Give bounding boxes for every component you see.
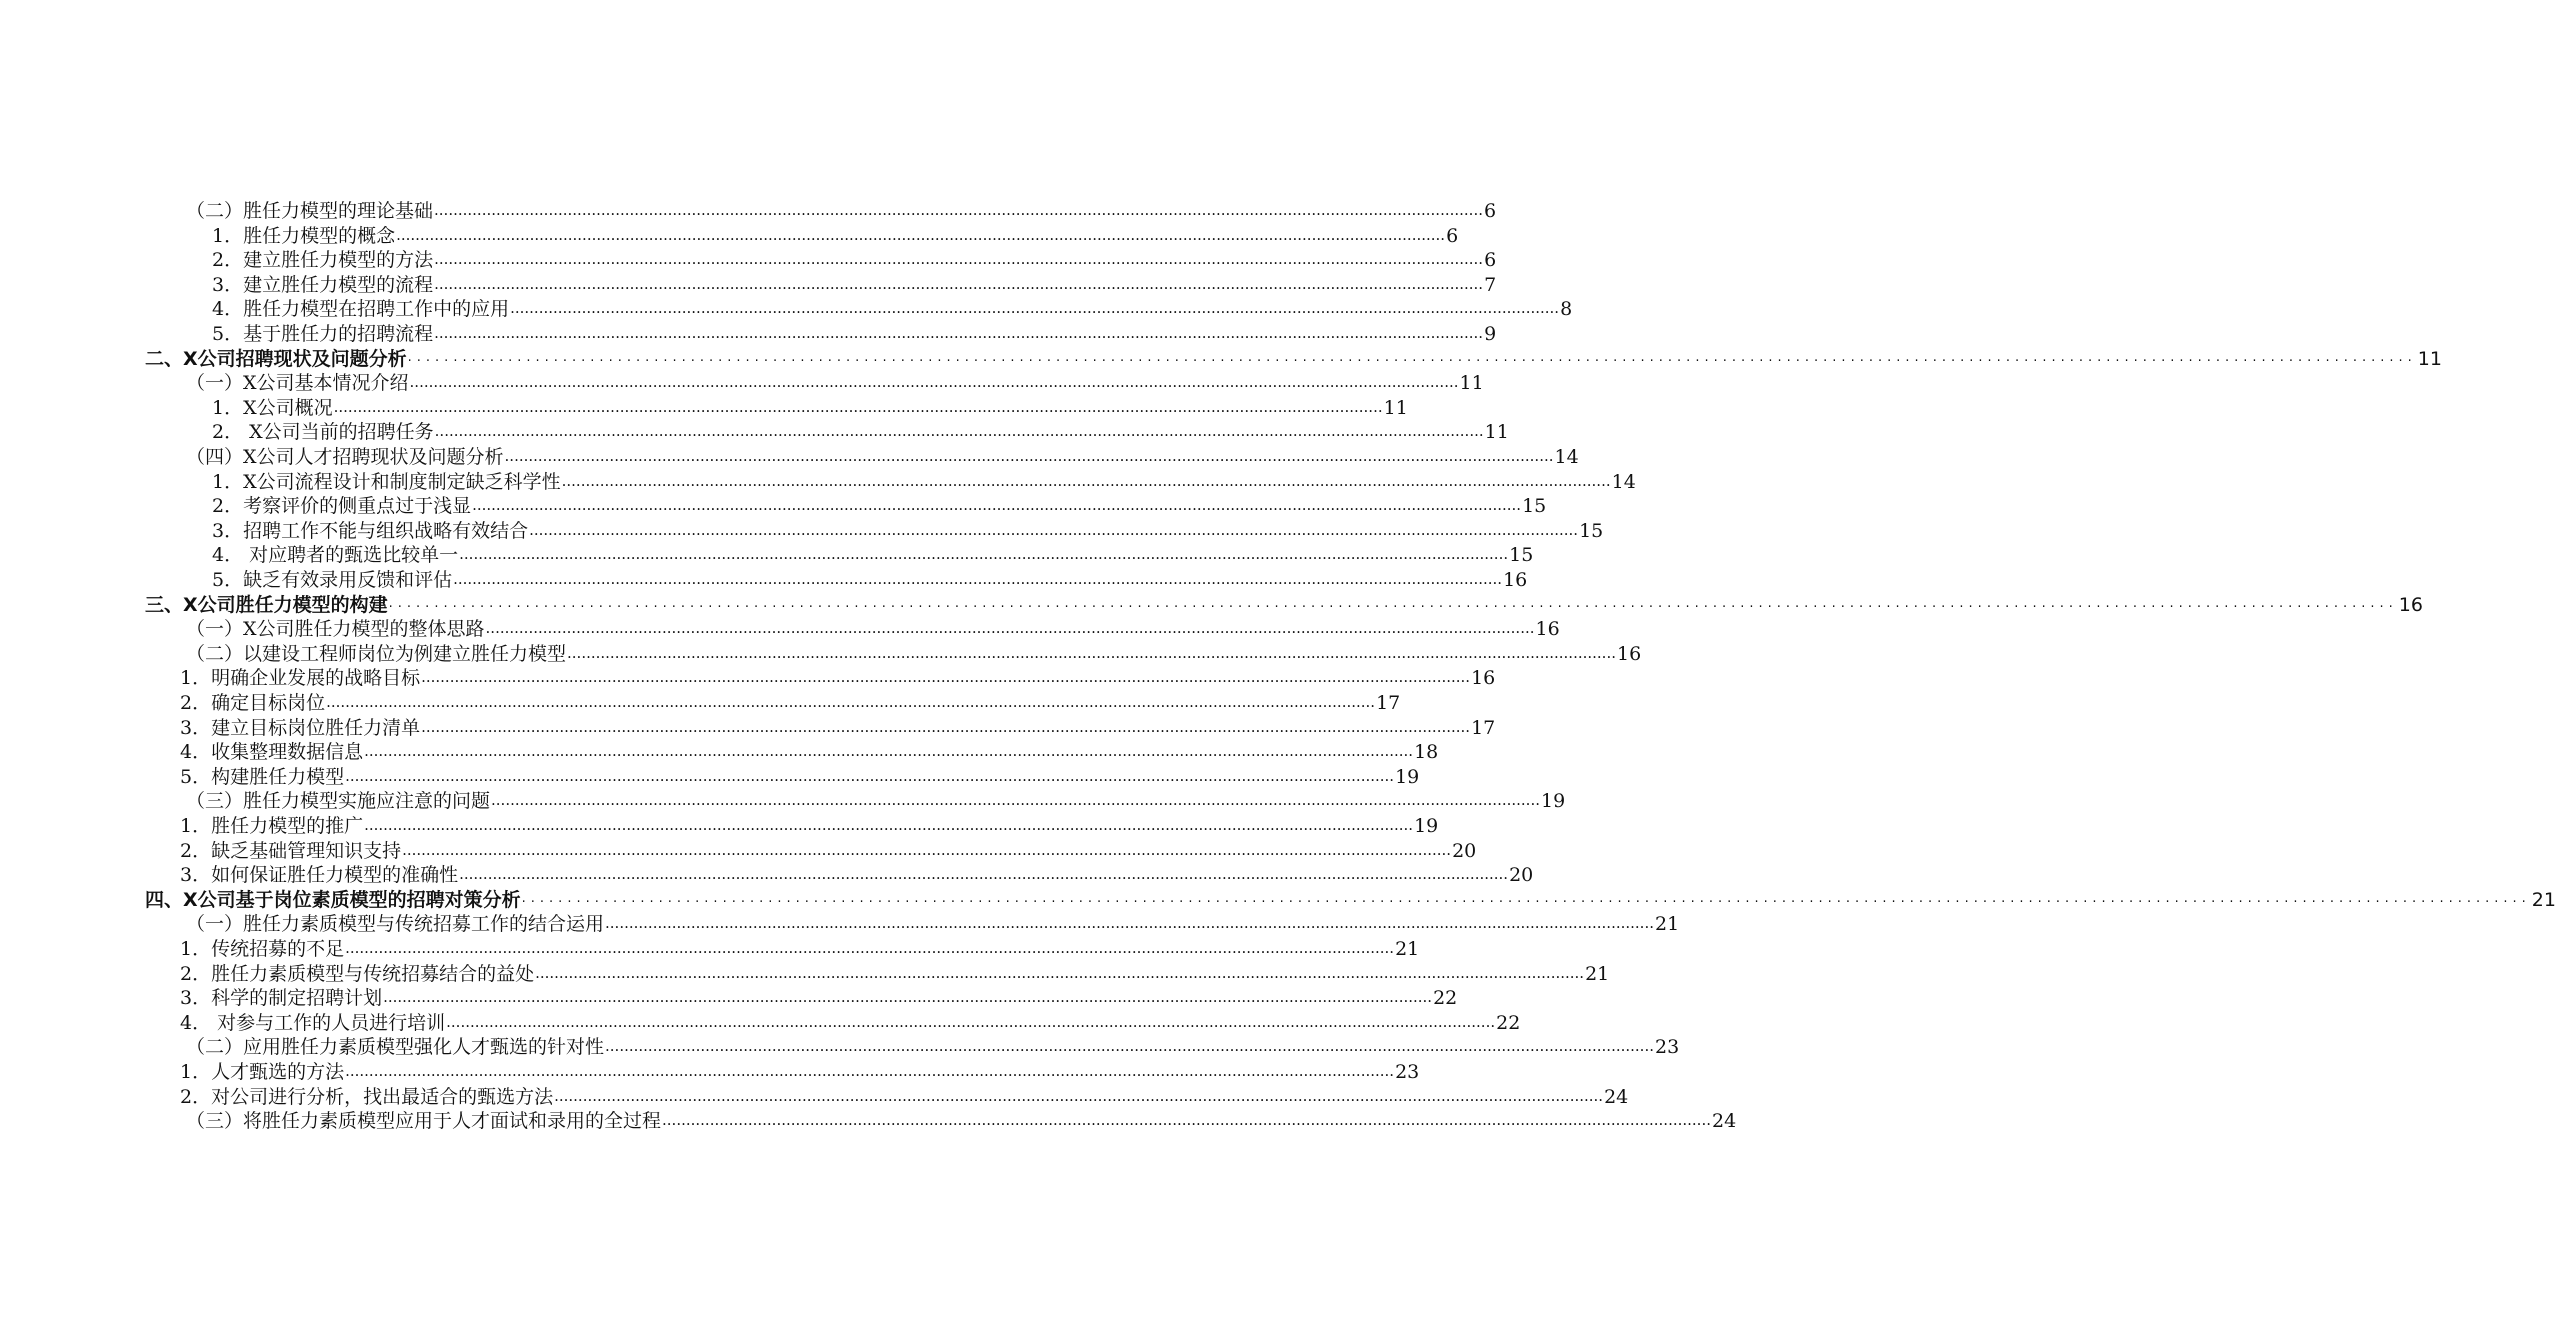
toc-page-number: 24 (1712, 1110, 1737, 1133)
toc-entry-title: （三）将胜任力素质模型应用于人才面试和录用的全过程 (186, 1110, 662, 1133)
toc-entry[interactable] (180, 863, 1534, 887)
toc-leader-dots: ............................................................................................................................................................................................................................ (409, 373, 1459, 392)
toc-entry[interactable] (180, 937, 1420, 961)
toc-entry-title: 3．建立胜任力模型的流程 (212, 273, 434, 296)
toc-entry-title: 1．明确企业发展的战略目标 (180, 667, 421, 690)
toc-page-number: 14 (1554, 446, 1579, 468)
toc-page-number: 17 (1376, 692, 1401, 714)
toc-page-number: 17 (1471, 716, 1496, 739)
toc-page-number: 16 (1503, 569, 1528, 591)
toc-leader-dots: ............................................................................................................................................................................................................................ (407, 349, 2417, 365)
toc-entry-title: 2．胜任力素质模型与传统招募结合的益处 (180, 962, 535, 985)
toc-entry-title: （二）胜任力模型的理论基础 (186, 200, 434, 222)
toc-leader-dots: ............................................................................................................................................................................................................................ (446, 1012, 1496, 1031)
toc-page-number: 21 (1655, 913, 1680, 936)
toc-entry-title: 5．基于胜任力的招聘流程 (212, 323, 434, 345)
toc-leader-dots: ............................................................................................................................................................................................................................ (472, 496, 1522, 515)
toc-entry-title: 2．对公司进行分析，找出最适合的甄选方法 (180, 1085, 554, 1108)
toc-entry-title: 1．传统招募的不足 (180, 938, 345, 960)
toc-leader-dots: ............................................................................................................................................................................................................................ (605, 1037, 1654, 1056)
toc-entry[interactable] (212, 297, 1573, 321)
toc-entry-title: 2．考察评价的侧重点过于浅显 (212, 495, 472, 518)
toc-entry[interactable] (212, 568, 1528, 592)
toc-page-number: 19 (1541, 790, 1566, 813)
toc-page-number: 15 (1509, 544, 1534, 567)
toc-leader-dots: ............................................................................................................................................................................................................................ (554, 1086, 1604, 1105)
toc-leader-dots: ............................................................................................................................................................................................................................ (345, 1062, 1395, 1080)
toc-entry[interactable] (212, 543, 1534, 567)
toc-entry[interactable] (186, 199, 1497, 223)
toc-leader-dots: ............................................................................................................................................................................................................................ (459, 545, 1509, 564)
toc-entry[interactable] (180, 666, 1496, 690)
toc-entry-title: 二、X公司招聘现状及问题分析 (145, 347, 407, 370)
toc-entry[interactable] (186, 1109, 1737, 1133)
toc-entry-title: 3．如何保证胜任力模型的准确性 (180, 864, 459, 887)
toc-leader-dots: ............................................................................................................................................................................................................................ (396, 225, 1446, 244)
toc-page-number: 20 (1452, 839, 1477, 862)
toc-leader-dots: ............................................................................................................................................................................................................................ (510, 299, 1560, 318)
toc-leader-dots: ............................................................................................................................................................................................................................ (345, 939, 1395, 957)
toc-leader-dots: ............................................................................................................................................................................................................................ (459, 865, 1509, 884)
toc-entry-title: 5．构建胜任力模型 (180, 765, 345, 788)
toc-leader-dots: ............................................................................................................................................................................................................................ (421, 717, 1471, 736)
toc-entry[interactable] (180, 691, 1401, 715)
toc-page-number: 16 (1535, 618, 1560, 641)
toc-entry[interactable] (180, 740, 1439, 764)
toc-entry[interactable] (180, 986, 1458, 1010)
toc-entry-title: （三）胜任力模型实施应注意的问题 (186, 790, 491, 813)
toc-entry[interactable] (180, 1011, 1521, 1035)
toc-entry[interactable] (180, 765, 1420, 789)
toc-leader-dots: ............................................................................................................................................................................................................................ (402, 840, 1452, 859)
toc-leader-dots: ............................................................................................................................................................................................................................ (383, 988, 1433, 1007)
toc-leader-dots: ............................................................................................................................................................................................................................ (364, 816, 1414, 834)
toc-page-number: 11 (2417, 347, 2442, 370)
toc-leader-dots: ............................................................................................................................................................................................................................ (529, 520, 1579, 539)
toc-chapter-entry[interactable] (145, 593, 2423, 617)
toc-page-number: 15 (1522, 495, 1547, 518)
toc-page-number: 19 (1395, 765, 1420, 788)
toc-leader-dots: ............................................................................................................................................................................................................................ (453, 570, 1503, 588)
toc-entry-title: （四）X公司人才招聘现状及问题分析 (186, 446, 504, 468)
toc-entry-title: 2．确定目标岗位 (180, 692, 326, 714)
toc-page-number: 6 (1484, 249, 1497, 272)
toc-leader-dots: ............................................................................................................................................................................................................................ (388, 595, 2398, 611)
toc-page-number: 21 (1395, 938, 1420, 960)
toc-page-number: 11 (1459, 372, 1484, 395)
toc-entry[interactable] (186, 912, 1680, 936)
toc-page-number: 21 (2531, 888, 2556, 911)
toc-leader-dots: ............................................................................................................................................................................................................................ (561, 471, 1611, 490)
toc-entry[interactable] (180, 814, 1439, 838)
toc-page-number: 24 (1604, 1085, 1629, 1108)
toc-entry-title: 3．招聘工作不能与组织战略有效结合 (212, 519, 529, 542)
toc-entry[interactable] (212, 519, 1604, 543)
toc-page-number: 16 (1617, 642, 1642, 665)
toc-entry[interactable] (212, 470, 1636, 494)
toc-entry-title: 4． 对参与工作的人员进行培训 (180, 1011, 446, 1034)
toc-entry[interactable] (186, 617, 1560, 641)
toc-entry-title: 4． 对应聘者的甄选比较单一 (212, 544, 459, 567)
toc-entry-title: 1．胜任力模型的推广 (180, 815, 364, 837)
toc-leader-dots: ............................................................................................................................................................................................................................ (491, 791, 1540, 810)
toc-entry[interactable] (180, 1085, 1629, 1109)
toc-entry-title: 4．收集整理数据信息 (180, 741, 364, 764)
toc-entry[interactable] (212, 420, 1509, 444)
toc-entry-title: 三、X公司胜任力模型的构建 (145, 593, 388, 616)
toc-leader-dots: ............................................................................................................................................................................................................................ (333, 397, 1383, 416)
toc-entry-title: （一）X公司基本情况介绍 (186, 372, 409, 395)
toc-entry[interactable] (186, 642, 1642, 666)
toc-entry-title: 四、X公司基于岗位素质模型的招聘对策分析 (145, 888, 521, 911)
toc-entry[interactable] (212, 273, 1497, 297)
toc-entry[interactable] (186, 445, 1579, 469)
toc-entry-title: 2．建立胜任力模型的方法 (212, 249, 434, 272)
toc-page-number: 6 (1484, 200, 1497, 222)
toc-leader-dots: ............................................................................................................................................................................................................................ (434, 324, 1484, 342)
toc-leader-dots: ............................................................................................................................................................................................................................ (535, 963, 1585, 982)
toc-leader-dots: ............................................................................................................................................................................................................................ (662, 1111, 1711, 1130)
toc-entry[interactable] (180, 1060, 1420, 1084)
toc-leader-dots: ............................................................................................................................................................................................................................ (434, 422, 1484, 441)
toc-page-number: 20 (1509, 864, 1534, 887)
toc-entry[interactable] (212, 494, 1547, 518)
toc-page-number: 16 (2398, 593, 2423, 616)
toc-entry[interactable] (186, 1035, 1680, 1059)
toc-page-number: 11 (1383, 396, 1408, 419)
toc-page-number: 21 (1585, 962, 1610, 985)
toc-leader-dots: ............................................................................................................................................................................................................................ (364, 742, 1414, 761)
toc-entry-title: 3．建立目标岗位胜任力清单 (180, 716, 421, 739)
toc-page-number: 7 (1484, 273, 1497, 296)
toc-chapter-entry[interactable] (145, 888, 2556, 912)
toc-page-number: 15 (1579, 519, 1604, 542)
toc-chapter-entry[interactable] (145, 347, 2442, 371)
toc-page-number: 23 (1655, 1036, 1680, 1059)
toc-page-number: 22 (1496, 1011, 1521, 1034)
toc-entry[interactable] (180, 839, 1477, 863)
toc-page-number: 14 (1611, 470, 1636, 493)
toc-page-number: 22 (1433, 987, 1458, 1010)
toc-leader-dots: ............................................................................................................................................................................................................................ (326, 693, 1376, 711)
toc-page-number: 11 (1484, 421, 1509, 444)
toc-entry[interactable] (180, 716, 1496, 740)
toc-leader-dots: ............................................................................................................................................................................................................................ (345, 766, 1395, 785)
toc-page-number: 16 (1471, 667, 1496, 690)
toc-entry[interactable] (212, 396, 1408, 420)
toc-entry[interactable] (186, 371, 1484, 395)
toc-entry[interactable] (212, 248, 1497, 272)
toc-leader-dots: ............................................................................................................................................................................................................................ (421, 668, 1471, 687)
toc-entry-title: 5．缺乏有效录用反馈和评估 (212, 569, 453, 591)
toc-entry-title: （一）胜任力素质模型与传统招募工作的结合运用 (186, 913, 605, 936)
toc-entry-title: 1．X公司概况 (212, 396, 333, 419)
toc-entry-title: （一）X公司胜任力模型的整体思路 (186, 618, 485, 641)
toc-entry-title: 1．X公司流程设计和制度制定缺乏科学性 (212, 470, 561, 493)
toc-page-number: 23 (1395, 1061, 1420, 1083)
toc-entry-title: （二）以建设工程师岗位为例建立胜任力模型 (186, 642, 567, 665)
toc-entry[interactable] (186, 789, 1566, 813)
toc-entry[interactable] (212, 322, 1497, 346)
toc-leader-dots: ............................................................................................................................................................................................................................ (521, 890, 2531, 906)
toc-entry-title: 3．科学的制定招聘计划 (180, 987, 383, 1010)
toc-page-number: 6 (1446, 224, 1459, 247)
toc-entry-title: 2． X公司当前的招聘任务 (212, 421, 434, 444)
toc-entry[interactable] (212, 224, 1459, 248)
toc-page-number: 18 (1414, 741, 1439, 764)
toc-entry-title: （二）应用胜任力素质模型强化人才甄选的针对性 (186, 1036, 605, 1059)
toc-entry-title: 1．胜任力模型的概念 (212, 224, 396, 247)
toc-leader-dots: ............................................................................................................................................................................................................................ (485, 619, 1535, 638)
toc-page-number: 19 (1414, 815, 1439, 837)
toc-entry-title: 1．人才甄选的方法 (180, 1061, 345, 1083)
toc-leader-dots: ............................................................................................................................................................................................................................ (434, 250, 1484, 269)
toc-leader-dots: ............................................................................................................................................................................................................................ (504, 447, 1554, 465)
toc-leader-dots: ............................................................................................................................................................................................................................ (567, 643, 1616, 662)
toc-leader-dots: ............................................................................................................................................................................................................................ (605, 914, 1654, 933)
toc-entry-title: 4．胜任力模型在招聘工作中的应用 (212, 298, 510, 321)
toc-entry-title: 2．缺乏基础管理知识支持 (180, 839, 402, 862)
toc-leader-dots: ............................................................................................................................................................................................................................ (434, 201, 1483, 219)
toc-page-number: 9 (1484, 323, 1497, 345)
toc-entry[interactable] (180, 962, 1610, 986)
toc-leader-dots: ............................................................................................................................................................................................................................ (434, 274, 1484, 293)
toc-page-number: 8 (1560, 298, 1573, 321)
